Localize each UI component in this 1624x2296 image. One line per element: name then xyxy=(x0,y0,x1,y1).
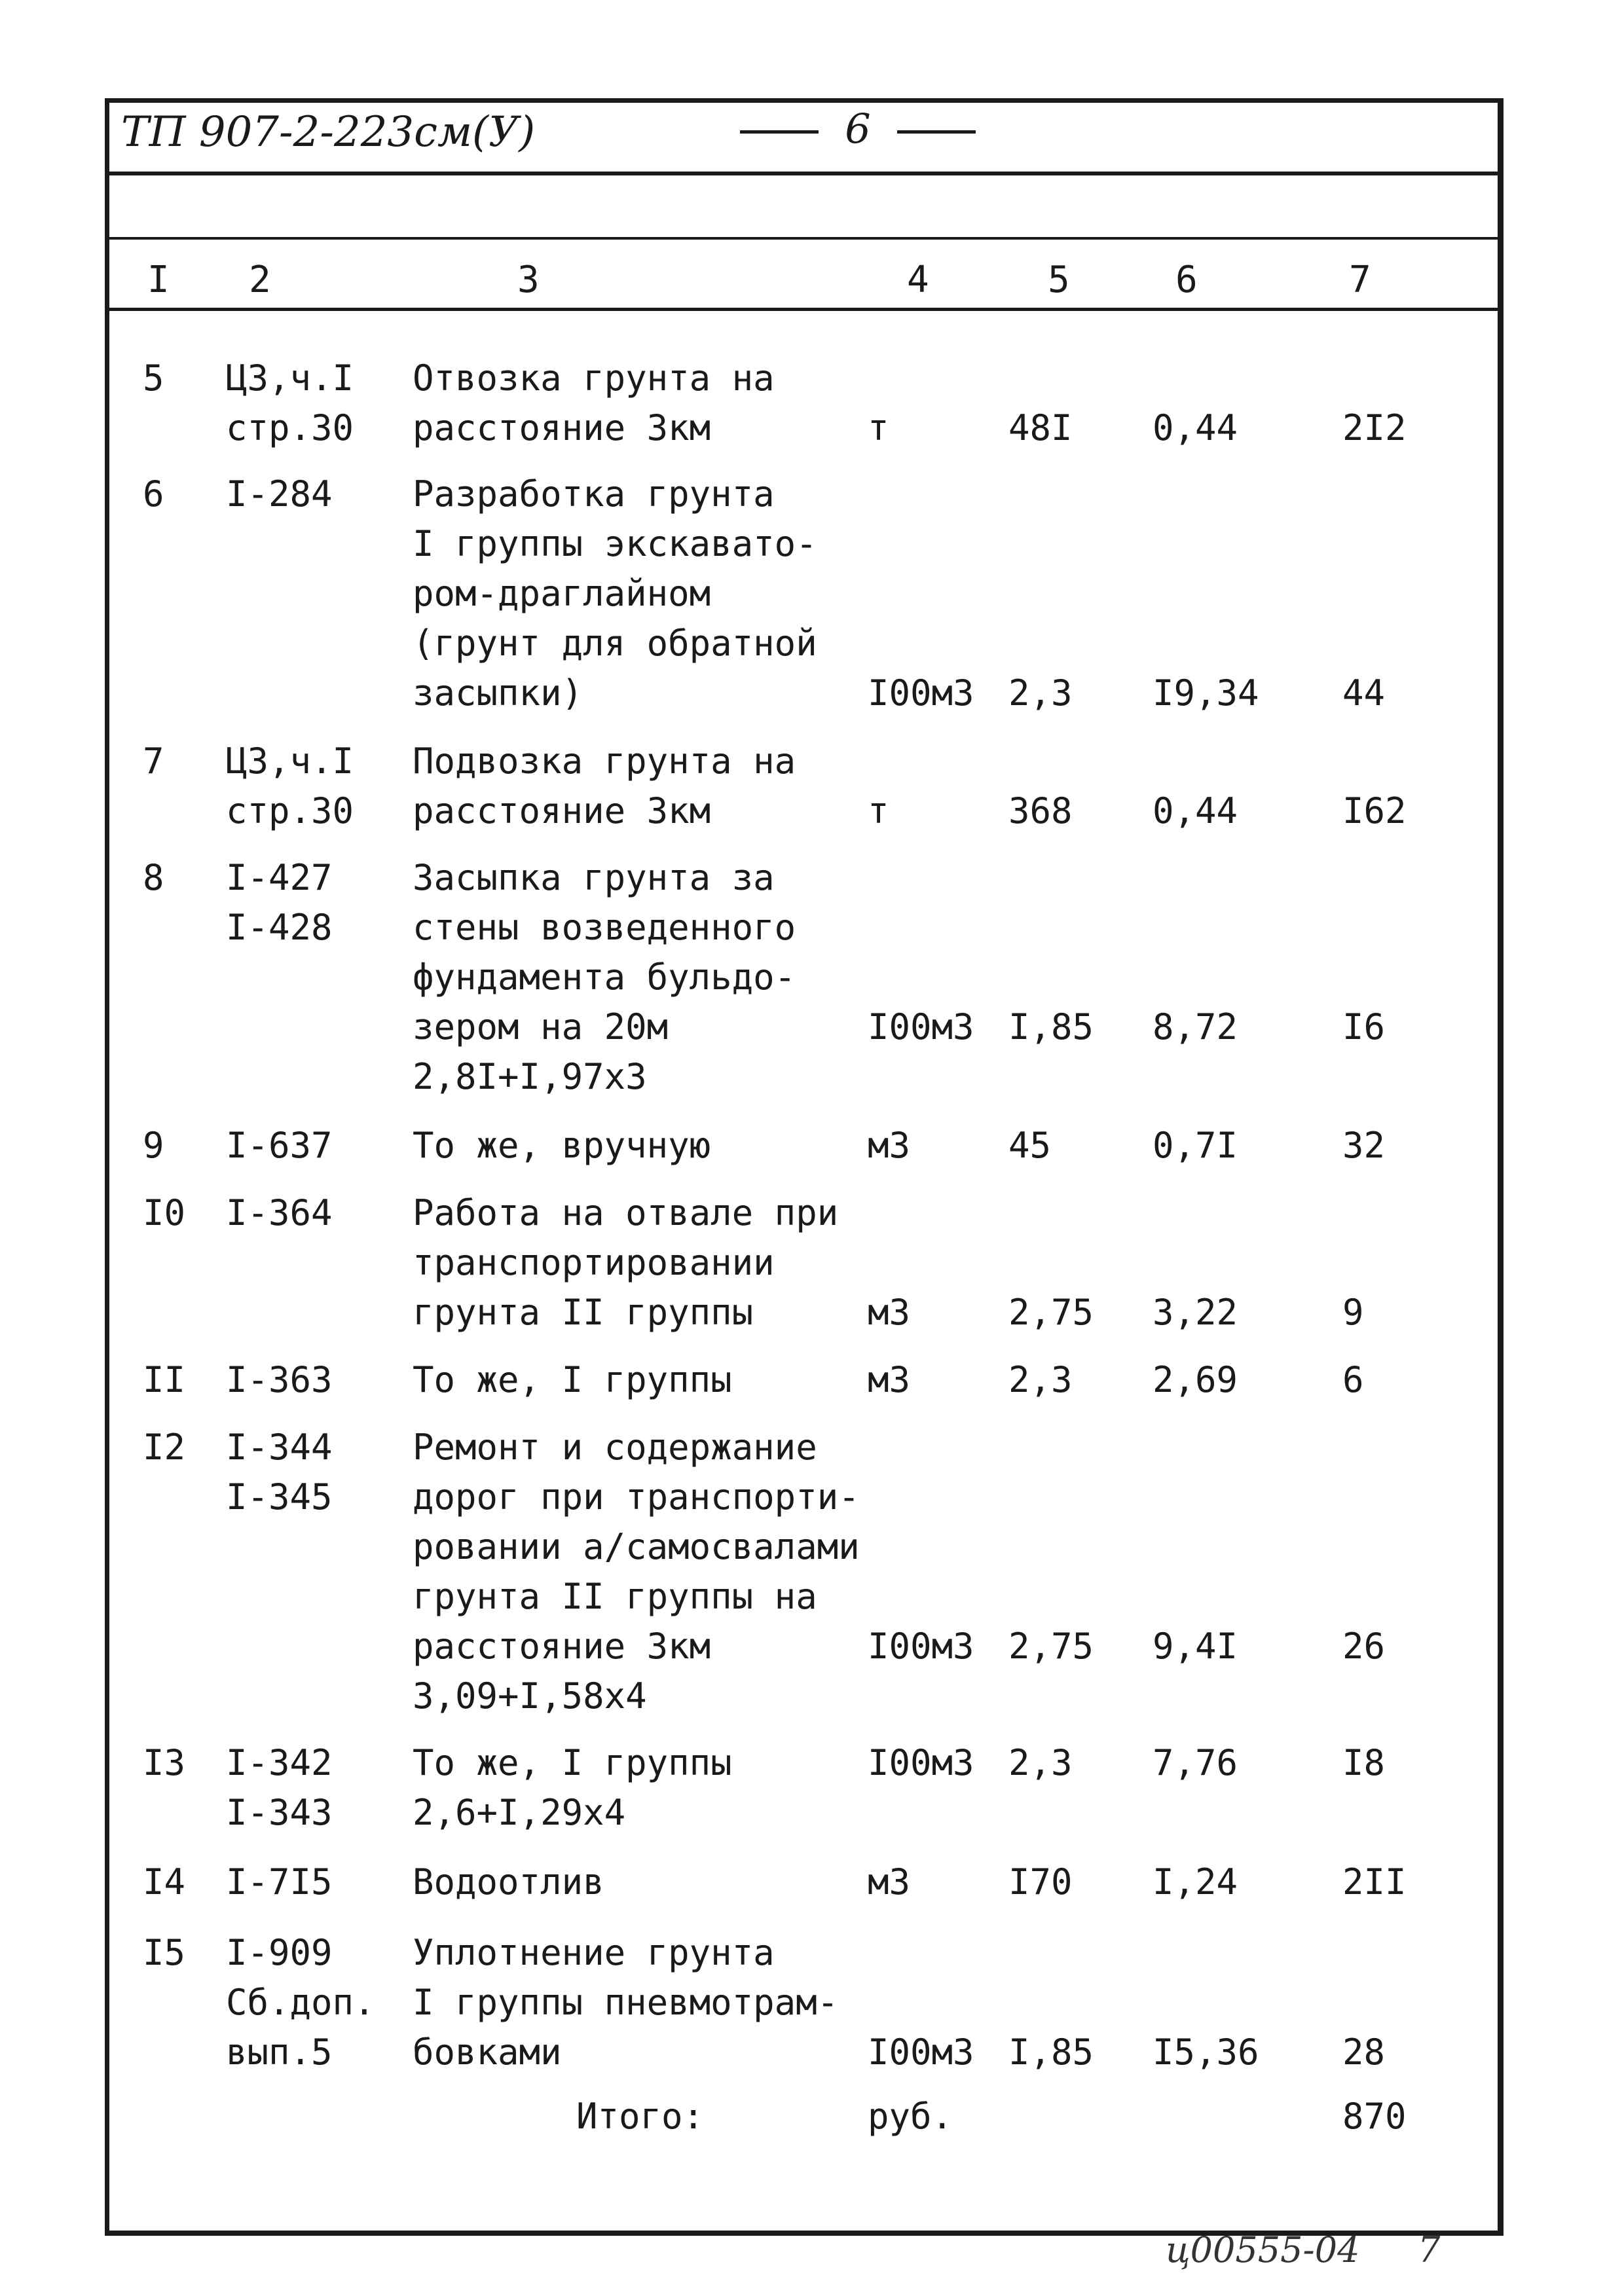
sheet-dash-right xyxy=(897,130,976,134)
row-unit: м3 xyxy=(868,1125,911,1166)
row-quantity: 2,3 xyxy=(1008,1359,1073,1400)
row-quantity: 45 xyxy=(1008,1125,1052,1166)
column-header-2: 2 xyxy=(249,259,271,301)
row-unit: м3 xyxy=(868,1292,911,1333)
row-number: 7 xyxy=(143,740,164,782)
row-unit: I00м3 xyxy=(868,1006,974,1048)
row-unit: I00м3 xyxy=(868,672,974,714)
row-price: 3,22 xyxy=(1153,1292,1238,1333)
footer-archive-code: ц00555-04 xyxy=(1166,2229,1360,2270)
row-total: 9 xyxy=(1342,1292,1364,1333)
row-quantity: 2,3 xyxy=(1008,672,1073,714)
row-description: Подвозка грунта на расстояние 3км xyxy=(413,740,796,831)
row-unit: т xyxy=(868,407,889,448)
row-total: I8 xyxy=(1342,1742,1386,1783)
row-description: Работа на отвале при транспортировании грунта II группы xyxy=(413,1192,839,1333)
row-price: 0,44 xyxy=(1153,790,1238,831)
row-number: I3 xyxy=(143,1742,186,1783)
row-description: То же, I группы xyxy=(413,1359,732,1400)
total-label: Итого: xyxy=(576,2096,705,2137)
sheet-number xyxy=(688,105,1028,153)
row-code: ЦЗ,ч.I стр.30 xyxy=(226,357,354,448)
row-quantity: 2,3 xyxy=(1008,1742,1073,1783)
row-number: I4 xyxy=(143,1861,186,1903)
column-header-4: 4 xyxy=(907,259,929,301)
total-value: 870 xyxy=(1342,2096,1407,2137)
row-price: I5,36 xyxy=(1153,2032,1259,2073)
row-total: 44 xyxy=(1342,672,1386,714)
row-code: I-7I5 xyxy=(226,1861,333,1903)
row-description: Уплотнение грунта I группы пневмотрам- бовками xyxy=(413,1932,839,2073)
row-quantity: 368 xyxy=(1008,790,1073,831)
row-quantity: 48I xyxy=(1008,407,1073,448)
row-total: 28 xyxy=(1342,2032,1386,2073)
doc-code: ТП 907-2-223см(У) xyxy=(121,108,536,156)
row-number: 6 xyxy=(143,473,164,515)
row-code: I-427 I-428 xyxy=(226,857,333,948)
row-price: 0,7I xyxy=(1153,1125,1238,1166)
row-total: 2II xyxy=(1342,1861,1407,1903)
row-description: То же, I группы 2,6+I,29х4 xyxy=(413,1742,732,1833)
row-quantity: I,85 xyxy=(1008,2032,1094,2073)
row-number: I5 xyxy=(143,1932,186,1973)
row-price: I,24 xyxy=(1153,1861,1238,1903)
row-price: 9,4I xyxy=(1153,1626,1238,1667)
row-total: 26 xyxy=(1342,1626,1386,1667)
total-unit: руб. xyxy=(868,2096,953,2137)
footer-page-number: 7 xyxy=(1418,2229,1441,2270)
row-price: 8,72 xyxy=(1153,1006,1238,1048)
column-header-1: I xyxy=(147,259,170,301)
row-number: I2 xyxy=(143,1427,186,1468)
row-description: Отвозка грунта на расстояние 3км xyxy=(413,357,775,448)
row-description: Засыпка грунта за стены возведенного фундамента бульдо- зером на 20м 2,8I+I,97х3 xyxy=(413,857,796,1097)
sheet-dash-left xyxy=(740,130,819,134)
row-total: 6 xyxy=(1342,1359,1364,1400)
row-price: 2,69 xyxy=(1153,1359,1238,1400)
column-header-5: 5 xyxy=(1048,259,1070,301)
column-header-6: 6 xyxy=(1175,259,1198,301)
row-number: I0 xyxy=(143,1192,186,1233)
row-number: 5 xyxy=(143,357,164,399)
header-rule xyxy=(108,172,1502,175)
row-quantity: I,85 xyxy=(1008,1006,1094,1048)
row-number: 9 xyxy=(143,1125,164,1166)
row-code: I-342 I-343 xyxy=(226,1742,333,1833)
row-unit: I00м3 xyxy=(868,1626,974,1667)
row-number: II xyxy=(143,1359,186,1400)
row-code: I-363 xyxy=(226,1359,333,1400)
row-description: Водоотлив xyxy=(413,1861,604,1903)
row-number: 8 xyxy=(143,857,164,898)
row-code: I-637 xyxy=(226,1125,333,1166)
column-header-3: 3 xyxy=(517,259,540,301)
row-quantity: 2,75 xyxy=(1008,1292,1094,1333)
row-description: Разработка грунта I группы экскавато- ром-драглайном (грунт для обратной засыпки) xyxy=(413,473,817,714)
row-unit: I00м3 xyxy=(868,1742,974,1783)
row-description: То же, вручную xyxy=(413,1125,711,1166)
row-total: 32 xyxy=(1342,1125,1386,1166)
row-unit: м3 xyxy=(868,1861,911,1903)
row-quantity: 2,75 xyxy=(1008,1626,1094,1667)
colhead-top-rule xyxy=(108,237,1502,240)
row-unit: м3 xyxy=(868,1359,911,1400)
row-unit: I00м3 xyxy=(868,2032,974,2073)
row-code: I-364 xyxy=(226,1192,333,1233)
row-unit: т xyxy=(868,790,889,831)
sheet-number-value: 6 xyxy=(845,105,871,153)
row-total: 2I2 xyxy=(1342,407,1407,448)
row-code: I-909 Сб.доп. вып.5 xyxy=(226,1932,375,2073)
row-price: I9,34 xyxy=(1153,672,1259,714)
row-quantity: I70 xyxy=(1008,1861,1073,1903)
row-total: I6 xyxy=(1342,1006,1386,1048)
row-price: 7,76 xyxy=(1153,1742,1238,1783)
row-code: ЦЗ,ч.I стр.30 xyxy=(226,740,354,831)
row-code: I-284 xyxy=(226,473,333,515)
row-description: Ремонт и содержание дорог при транспорти- ровании а/самосвалами грунта II группы на расстояние 3км 3,09+I,58х4 xyxy=(413,1427,860,1717)
row-price: 0,44 xyxy=(1153,407,1238,448)
colhead-bottom-rule xyxy=(108,308,1502,311)
row-total: I62 xyxy=(1342,790,1407,831)
column-header-7: 7 xyxy=(1349,259,1371,301)
row-code: I-344 I-345 xyxy=(226,1427,333,1518)
